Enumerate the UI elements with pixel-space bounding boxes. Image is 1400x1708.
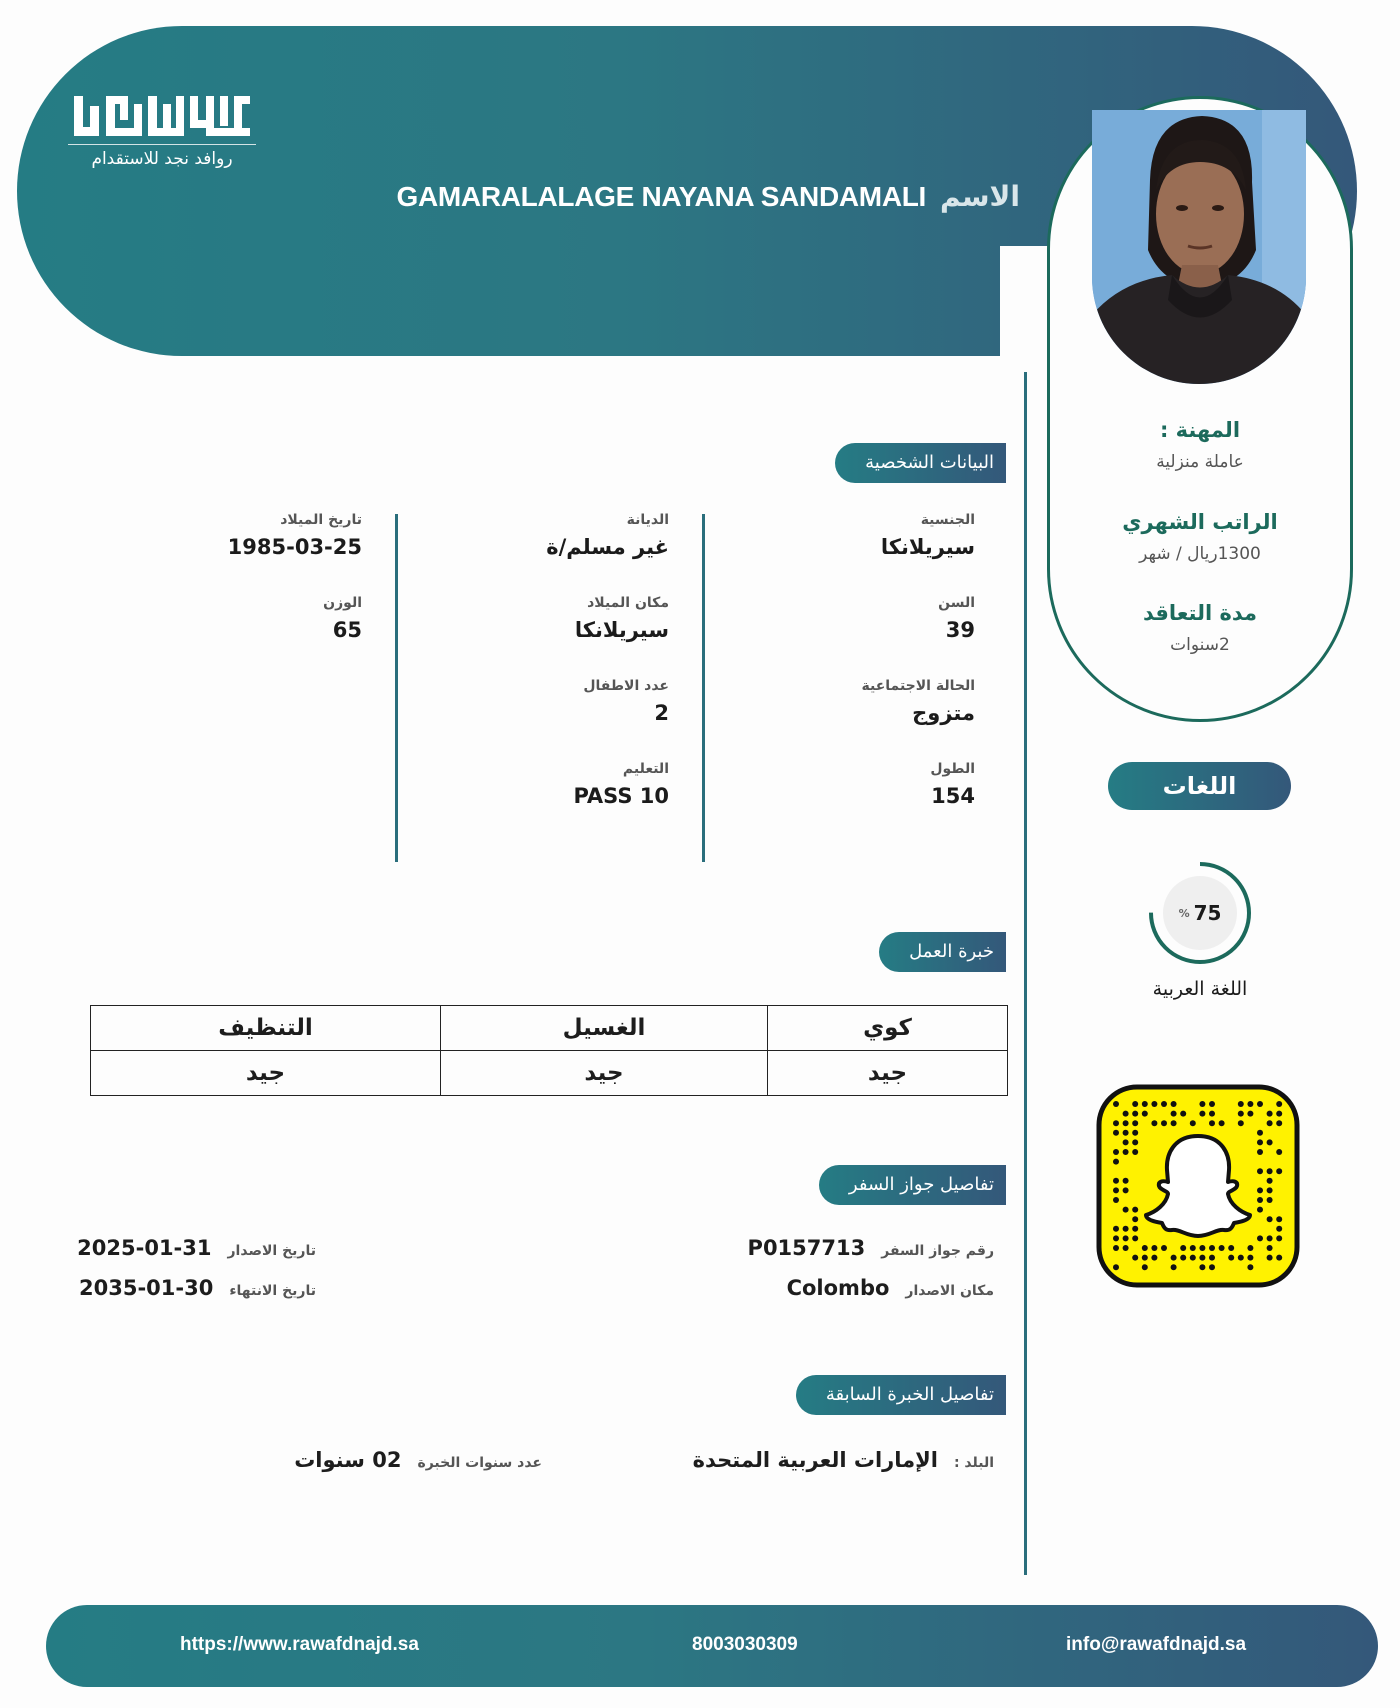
snapcode-dot bbox=[1267, 1235, 1273, 1241]
snapcode-dot bbox=[1142, 1255, 1148, 1261]
logo-divider bbox=[68, 144, 256, 145]
salary-value: 1300ريال / شهر bbox=[1139, 544, 1261, 564]
snapcode-dot bbox=[1151, 1120, 1157, 1126]
profession-label: المهنة : bbox=[1159, 418, 1241, 442]
snapcode-dot bbox=[1113, 1159, 1119, 1165]
field-label: الوزن bbox=[323, 595, 362, 611]
snapcode-dot bbox=[1267, 1197, 1273, 1203]
snapcode-dot bbox=[1267, 1187, 1273, 1193]
field-label: الجنسية bbox=[920, 512, 975, 528]
gauge-label bbox=[1145, 858, 1255, 968]
logo-mark-icon bbox=[68, 92, 256, 140]
field-label: التعليم bbox=[622, 761, 669, 777]
snapcode-dot bbox=[1209, 1264, 1215, 1270]
snapcode-dot bbox=[1257, 1149, 1263, 1155]
snapcode-dot bbox=[1238, 1101, 1244, 1107]
field-value: 65 bbox=[332, 618, 362, 642]
passport-expiry-label: تاريخ الانتهاء bbox=[229, 1283, 316, 1299]
snapcode-dot bbox=[1199, 1111, 1205, 1117]
snapcode-dot bbox=[1123, 1111, 1129, 1117]
previous-country bbox=[693, 1448, 994, 1472]
snapcode-dot bbox=[1171, 1120, 1177, 1126]
field-education bbox=[389, 761, 669, 844]
snapcode-dot bbox=[1276, 1111, 1282, 1117]
snapcode-dot bbox=[1171, 1255, 1177, 1261]
passport-number-value: P0157713 bbox=[747, 1236, 866, 1260]
snapcode-dot bbox=[1123, 1207, 1129, 1213]
snapcode-dot bbox=[1161, 1101, 1167, 1107]
snapcode-dot bbox=[1132, 1139, 1138, 1145]
column-divider bbox=[395, 514, 398, 862]
snapcode-dot bbox=[1267, 1139, 1273, 1145]
snapcode-dot bbox=[1209, 1111, 1215, 1117]
snapcode-dot bbox=[1113, 1187, 1119, 1193]
column-divider bbox=[702, 514, 705, 862]
field-age bbox=[695, 595, 975, 678]
person-photo-icon bbox=[1092, 110, 1306, 384]
timeline-line bbox=[1024, 372, 1027, 1575]
field-label: الحالة الاجتماعية bbox=[861, 678, 975, 694]
snapcode-dot bbox=[1142, 1111, 1148, 1117]
snapcode-dot bbox=[1238, 1255, 1244, 1261]
snapcode-dot bbox=[1228, 1255, 1234, 1261]
field-value: PASS 10 bbox=[573, 784, 669, 808]
field-label: السن bbox=[938, 595, 975, 611]
snapcode-dot bbox=[1199, 1264, 1205, 1270]
snapcode-dot bbox=[1257, 1139, 1263, 1145]
snapcode-dot bbox=[1113, 1245, 1119, 1251]
snapcode-dot bbox=[1123, 1235, 1129, 1241]
contract-label: مدة التعاقد bbox=[1142, 601, 1258, 625]
snapcode-dot bbox=[1113, 1149, 1119, 1155]
snapcode-dot bbox=[1132, 1207, 1138, 1213]
passport-issue-date bbox=[77, 1236, 316, 1260]
snapcode-dot bbox=[1190, 1120, 1196, 1126]
snapcode-dot bbox=[1123, 1178, 1129, 1184]
snapcode-dot bbox=[1257, 1197, 1263, 1203]
section-previous-experience: تفاصيل الخبرة السابقة bbox=[796, 1375, 1006, 1415]
snapcode-dot bbox=[1151, 1245, 1157, 1251]
snapcode-dot bbox=[1180, 1111, 1186, 1117]
footer-email-link[interactable]: info@rawafdnajd.sa bbox=[1066, 1634, 1247, 1655]
snapcode-dot bbox=[1132, 1111, 1138, 1117]
field-value: غير مسلم/ة bbox=[546, 535, 669, 559]
passport-place-value: Colombo bbox=[786, 1276, 890, 1300]
snapcode-dot bbox=[1123, 1139, 1129, 1145]
snapcode-dot bbox=[1267, 1168, 1273, 1174]
snapcode-dot bbox=[1257, 1235, 1263, 1241]
snapcode-dot bbox=[1267, 1255, 1273, 1261]
field-height bbox=[695, 761, 975, 844]
passport-issue-value: 2025-01-31 bbox=[77, 1236, 212, 1260]
contract-value: 2سنوات bbox=[1170, 635, 1230, 655]
salary-block bbox=[1050, 510, 1350, 564]
table-row bbox=[91, 1051, 1008, 1096]
skill-header-cleaning: التنظيف bbox=[91, 1006, 441, 1051]
snapcode-dot bbox=[1276, 1101, 1282, 1107]
snapcode-dot bbox=[1151, 1101, 1157, 1107]
snapcode-dot bbox=[1257, 1101, 1263, 1107]
snapcode-dot bbox=[1190, 1255, 1196, 1261]
skill-level-ironing: جيد bbox=[768, 1051, 1008, 1096]
snapcode-dot bbox=[1113, 1178, 1119, 1184]
candidate-name: GAMARALALAGE NAYANA SANDAMALI bbox=[396, 181, 927, 212]
candidate-photo bbox=[1092, 110, 1306, 384]
snapcode-dot bbox=[1199, 1101, 1205, 1107]
snapcode-dot bbox=[1113, 1264, 1119, 1270]
field-value: 2 bbox=[654, 701, 669, 725]
gauge-value: 75 bbox=[1193, 901, 1222, 925]
snapcode-dot bbox=[1267, 1216, 1273, 1222]
salary-label: الراتب الشهري bbox=[1122, 510, 1278, 534]
snapcode-dot bbox=[1238, 1111, 1244, 1117]
previous-years-value: 02 سنوات bbox=[294, 1448, 402, 1472]
snapcode-dot bbox=[1247, 1111, 1253, 1117]
snapcode-dot bbox=[1257, 1207, 1263, 1213]
skill-header-washing: الغسيل bbox=[441, 1006, 768, 1051]
passport-expiry-date bbox=[79, 1276, 316, 1300]
snapcode-dot bbox=[1247, 1101, 1253, 1107]
passport-place-label: مكان الاصدار bbox=[905, 1283, 994, 1299]
passport-number bbox=[748, 1236, 994, 1260]
logo-tagline: روافد نجد للاستقدام bbox=[91, 149, 233, 169]
snapcode-dot bbox=[1199, 1255, 1205, 1261]
personal-column-2 bbox=[389, 512, 669, 844]
field-value: 39 bbox=[945, 618, 975, 642]
snapcode-dot bbox=[1123, 1226, 1129, 1232]
snapcode-dot bbox=[1161, 1245, 1167, 1251]
snapcode-dot bbox=[1180, 1255, 1186, 1261]
snapcode-dot bbox=[1238, 1120, 1244, 1126]
snapcode-dot bbox=[1113, 1226, 1119, 1232]
snapcode-dot bbox=[1219, 1245, 1225, 1251]
snapcode-dot bbox=[1171, 1101, 1177, 1107]
snapcode-dot bbox=[1142, 1245, 1148, 1251]
passport-place bbox=[787, 1276, 994, 1300]
field-value: 1985-03-25 bbox=[227, 535, 362, 559]
snapcode-dot bbox=[1123, 1130, 1129, 1136]
footer-website-link[interactable]: https://www.rawafdnajd.sa bbox=[180, 1634, 419, 1655]
field-value: سيريلانكا bbox=[574, 618, 669, 642]
company-logo bbox=[68, 92, 256, 169]
field-value: 154 bbox=[931, 784, 975, 808]
snapcode-dot bbox=[1276, 1149, 1282, 1155]
snapcode-dot bbox=[1276, 1120, 1282, 1126]
field-label: الديانة bbox=[626, 512, 669, 528]
snapcode-dot bbox=[1171, 1111, 1177, 1117]
snapcode-icon[interactable] bbox=[1096, 1084, 1300, 1288]
profession-value: عاملة منزلية bbox=[1156, 452, 1244, 472]
snapcode-dot bbox=[1276, 1226, 1282, 1232]
passport-expiry-value: 2035-01-30 bbox=[79, 1276, 214, 1300]
snapcode-dot bbox=[1276, 1216, 1282, 1222]
field-weight bbox=[82, 595, 362, 678]
snapcode-dot bbox=[1132, 1149, 1138, 1155]
snapcode-dot bbox=[1123, 1149, 1129, 1155]
snapcode-dot bbox=[1209, 1245, 1215, 1251]
footer-bar bbox=[46, 1605, 1378, 1687]
profession-block bbox=[1050, 418, 1350, 472]
snapcode-dot bbox=[1123, 1120, 1129, 1126]
field-value: سيريلانكا bbox=[880, 535, 975, 559]
field-children bbox=[389, 678, 669, 761]
snapcode-dot bbox=[1209, 1255, 1215, 1261]
skill-level-cleaning: جيد bbox=[91, 1051, 441, 1096]
snapcode-dot bbox=[1113, 1197, 1119, 1203]
snapcode-dot bbox=[1132, 1216, 1138, 1222]
snapcode-dot bbox=[1267, 1178, 1273, 1184]
previous-years-label: عدد سنوات الخبرة bbox=[417, 1455, 542, 1471]
snapcode-dot bbox=[1267, 1245, 1273, 1251]
snapcode-dot bbox=[1113, 1235, 1119, 1241]
snapcode-dot bbox=[1247, 1245, 1253, 1251]
previous-years bbox=[294, 1448, 542, 1472]
snapcode-dot bbox=[1190, 1245, 1196, 1251]
skill-header-ironing: كوي bbox=[768, 1006, 1008, 1051]
snapcode-dot bbox=[1267, 1120, 1273, 1126]
snapcode-dot bbox=[1276, 1235, 1282, 1241]
snapcode-dot bbox=[1267, 1111, 1273, 1117]
section-passport: تفاصيل جواز السفر bbox=[819, 1165, 1006, 1205]
snapcode-dot bbox=[1209, 1120, 1215, 1126]
snapcode-dot bbox=[1209, 1101, 1215, 1107]
field-label: مكان الميلاد bbox=[587, 595, 669, 611]
snapcode-dot bbox=[1219, 1120, 1225, 1126]
candidate-name-row bbox=[397, 180, 1021, 213]
snapcode-dot bbox=[1123, 1245, 1129, 1251]
language-name: اللغة العربية bbox=[1152, 978, 1248, 1000]
section-work-experience: خبرة العمل bbox=[879, 932, 1006, 972]
passport-issue-label: تاريخ الاصدار bbox=[227, 1243, 316, 1259]
snapcode-dot bbox=[1132, 1255, 1138, 1261]
field-label: تاريخ الميلاد bbox=[280, 512, 362, 528]
snapcode-dot bbox=[1132, 1226, 1138, 1232]
snapcode-dot bbox=[1199, 1245, 1205, 1251]
previous-country-label: البلد : bbox=[953, 1455, 994, 1471]
snapcode-dot bbox=[1276, 1168, 1282, 1174]
snapcode-dot bbox=[1228, 1245, 1234, 1251]
snapcode-dot bbox=[1113, 1101, 1119, 1107]
field-label: الطول bbox=[930, 761, 975, 777]
name-label: الاسم bbox=[940, 180, 1020, 213]
snapcode-dot bbox=[1161, 1120, 1167, 1126]
snapcode-dot bbox=[1132, 1120, 1138, 1126]
table-row bbox=[91, 1006, 1008, 1051]
snapcode-dot bbox=[1257, 1130, 1263, 1136]
snapcode-dot bbox=[1132, 1235, 1138, 1241]
field-birthplace bbox=[389, 595, 669, 678]
personal-column-3 bbox=[82, 512, 362, 678]
snapcode-dot bbox=[1123, 1187, 1129, 1193]
snapcode-dot bbox=[1171, 1264, 1177, 1270]
passport-number-label: رقم جواز السفر bbox=[881, 1243, 994, 1259]
snapcode-dot bbox=[1113, 1130, 1119, 1136]
skills-table bbox=[90, 1005, 1008, 1096]
snapcode-dot bbox=[1247, 1255, 1253, 1261]
footer-phone[interactable]: 8003030309 bbox=[692, 1634, 798, 1655]
field-label: عدد الاطفال bbox=[583, 678, 669, 694]
snapcode-dot bbox=[1257, 1187, 1263, 1193]
snapcode-dot bbox=[1132, 1130, 1138, 1136]
field-religion bbox=[389, 512, 669, 595]
field-marital-status bbox=[695, 678, 975, 761]
snapcode-dot bbox=[1180, 1245, 1186, 1251]
languages-title: اللغات bbox=[1108, 762, 1291, 810]
field-birthdate bbox=[82, 512, 362, 595]
snapcode-dot bbox=[1142, 1264, 1148, 1270]
previous-country-value: الإمارات العربية المتحدة bbox=[692, 1448, 938, 1472]
field-value: متزوج bbox=[912, 701, 975, 725]
contract-block bbox=[1050, 601, 1350, 655]
snapcode-dot bbox=[1151, 1255, 1157, 1261]
field-nationality bbox=[695, 512, 975, 595]
snapcode-dot bbox=[1113, 1120, 1119, 1126]
gauge-percent-sign: % bbox=[1178, 906, 1190, 920]
section-personal: البيانات الشخصية bbox=[835, 443, 1006, 483]
skill-level-washing: جيد bbox=[441, 1051, 768, 1096]
snapcode-dot bbox=[1132, 1101, 1138, 1107]
snapcode-dot bbox=[1276, 1255, 1282, 1261]
snapcode-dot bbox=[1247, 1264, 1253, 1270]
snapcode-dot bbox=[1257, 1168, 1263, 1174]
snapcode-dot bbox=[1142, 1101, 1148, 1107]
personal-column-1 bbox=[695, 512, 975, 844]
